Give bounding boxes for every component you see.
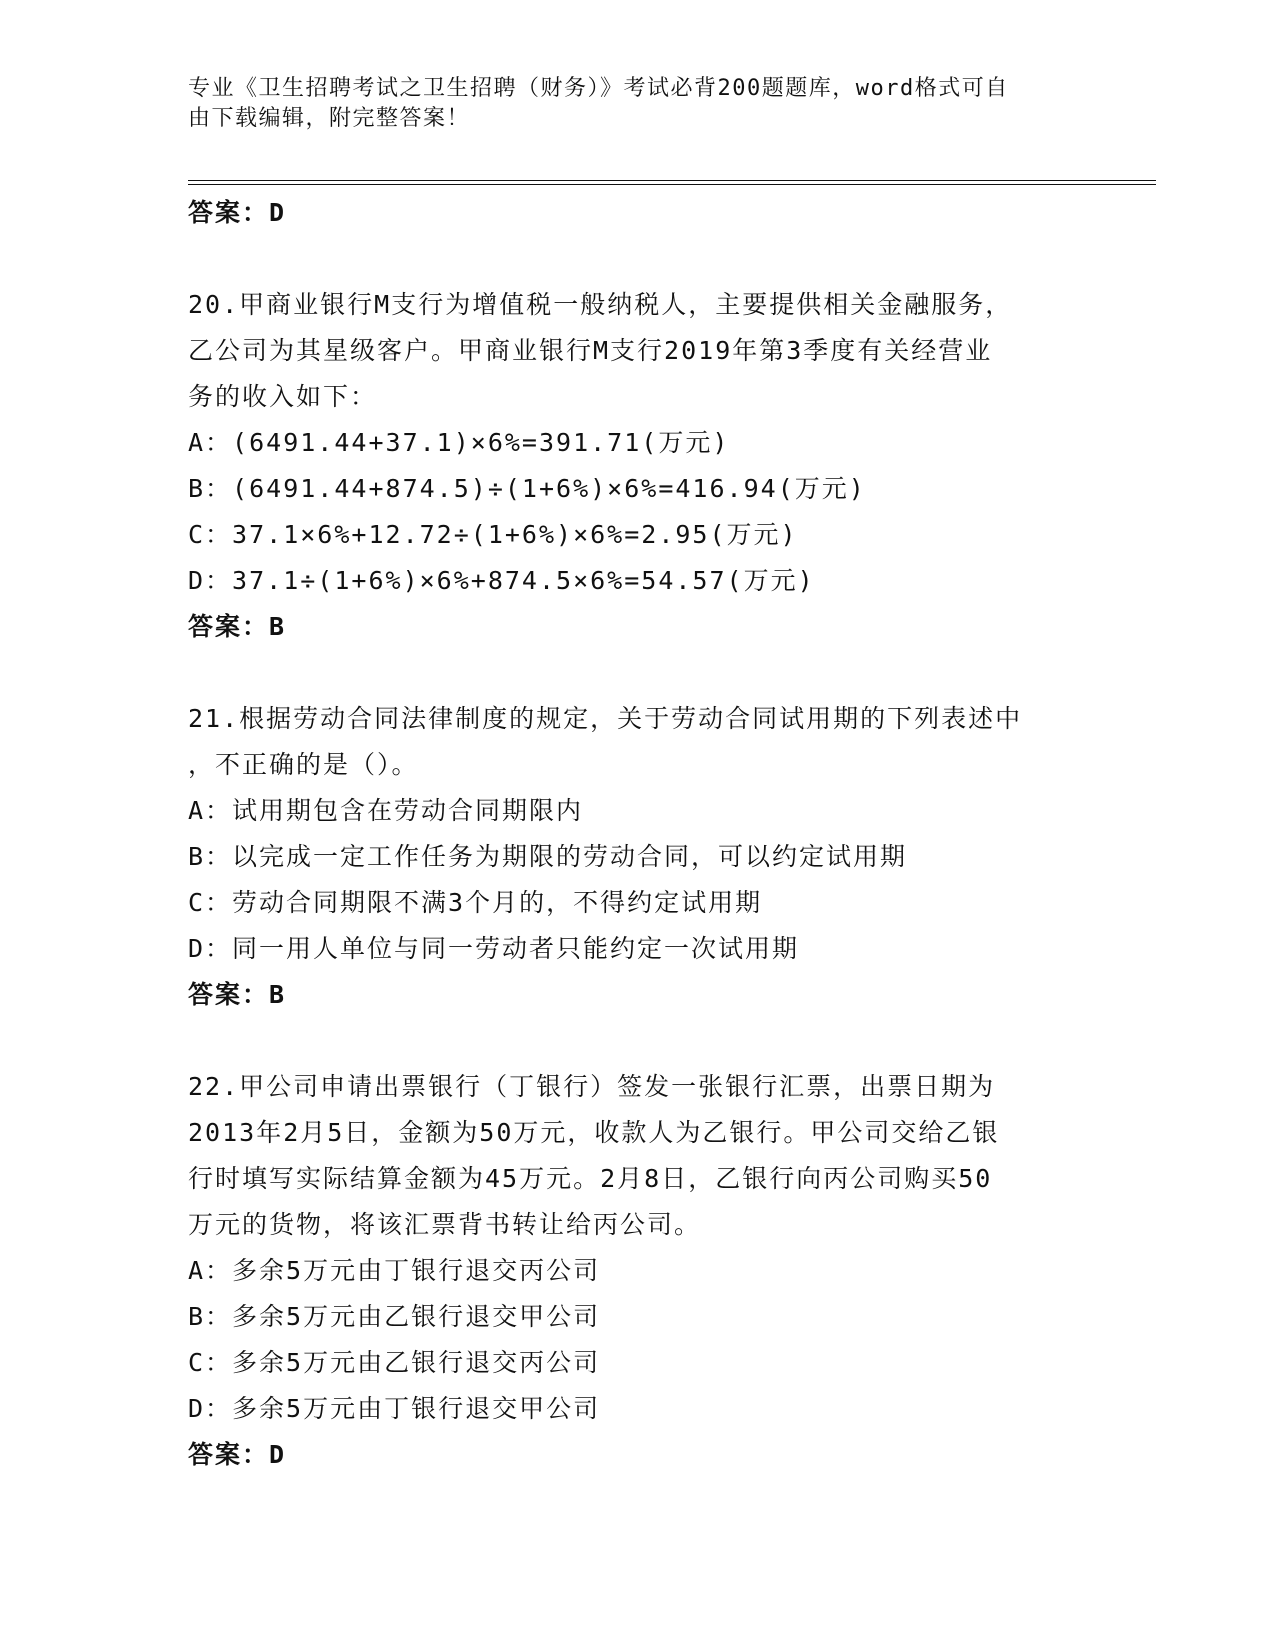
option-b: B：多余5万元由乙银行退交甲公司 [188,1302,601,1331]
answer-value: D [269,1440,287,1469]
answer-label: 答案： [188,1440,270,1469]
question-21 [188,696,1088,1018]
question-stem-line: 20.甲商业银行M支行为增值税一般纳税人，主要提供相关金融服务， [188,290,1013,319]
document-header [188,74,1088,134]
question-22 [188,1064,1088,1478]
option-a: A：多余5万元由丁银行退交丙公司 [188,1256,601,1285]
header-line-2: 由下载编辑，附完整答案！ [188,106,471,131]
option-c: C：劳动合同期限不满3个月的，不得约定试用期 [188,888,763,917]
question-stem-line: 乙公司为其星级客户。甲商业银行M支行2019年第3季度有关经营业 [188,336,993,365]
option-a: A：试用期包含在劳动合同期限内 [188,796,584,825]
question-answer [188,604,1088,650]
option-b: B：以完成一定工作任务为期限的劳动合同，可以约定试用期 [188,842,908,871]
header-line-1: 专业《卫生招聘考试之卫生招聘（财务）》考试必背200题题库，word格式可自 [188,76,1009,101]
question-20 [188,282,1088,650]
question-stem-line: 21.根据劳动合同法律制度的规定，关于劳动合同试用期的下列表述中 [188,704,1023,733]
answer-label: 答案： [188,612,270,641]
question-stem-line: 务的收入如下： [188,382,378,411]
option-b: B：(6491.44+874.5)÷(1+6%)×6%=416.94(万元) [188,474,866,503]
question-answer [188,1432,1088,1478]
option-d: D：多余5万元由丁银行退交甲公司 [188,1394,601,1423]
question-stem-line: 行时填写实际结算金额为45万元。2月8日，乙银行向丙公司购买50 [188,1164,993,1193]
option-a: A：(6491.44+37.1)×6%=391.71(万元) [188,428,730,457]
option-c: C：多余5万元由乙银行退交丙公司 [188,1348,601,1377]
option-d: D：37.1÷(1+6%)×6%+874.5×6%=54.57(万元) [188,566,815,595]
answer-value: B [269,612,287,641]
option-d: D：同一用人单位与同一劳动者只能约定一次试用期 [188,934,800,963]
option-c: C：37.1×6%+12.72÷(1+6%)×6%=2.95(万元) [188,520,798,549]
header-divider-bottom [188,184,1156,185]
answer-value: D [269,198,287,227]
question-stem-line: 22.甲公司申请出票银行（丁银行）签发一张银行汇票，出票日期为 [188,1072,996,1101]
previous-answer [188,190,1088,236]
question-stem-line: 万元的货物，将该汇票背书转让给丙公司。 [188,1210,702,1239]
answer-label: 答案： [188,980,270,1009]
answer-value: B [269,980,287,1009]
question-list [188,190,1088,1478]
question-stem-line: ，不正确的是（）。 [188,750,419,779]
answer-label: 答案： [188,198,270,227]
question-stem-line: 2013年2月5日，金额为50万元，收款人为乙银行。甲公司交给乙银 [188,1118,1000,1147]
question-answer [188,972,1088,1018]
header-divider-top [188,180,1156,181]
